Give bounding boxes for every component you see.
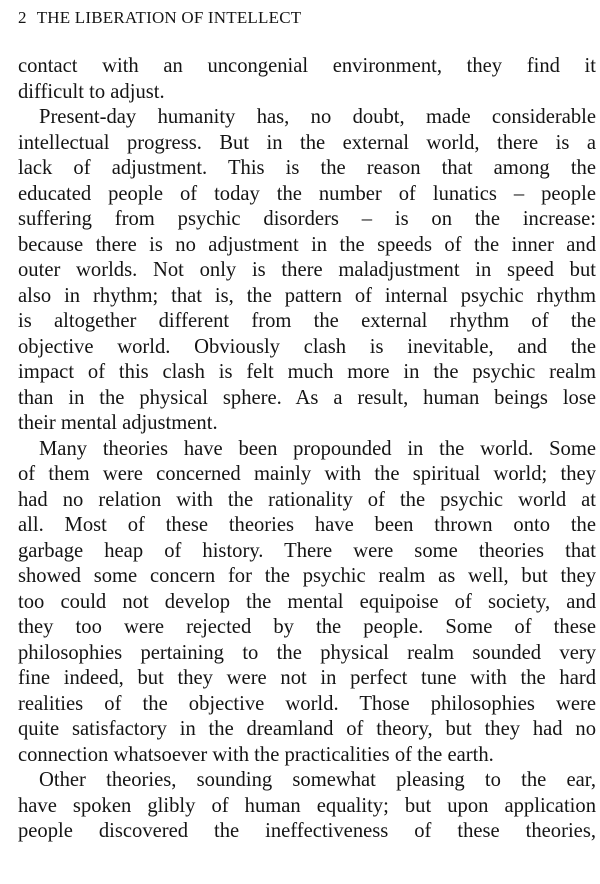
text-line: impact of this clash is felt much more in the psychic realm [18, 361, 596, 383]
text-line: people discovered the ineffectiveness of these theories, [18, 820, 596, 842]
text-line: fine indeed, but they were not in perfect tune with the hard [18, 667, 596, 689]
text-line: Other theories, sounding somewhat pleasing to the ear, [39, 769, 596, 791]
text-line: of them were concerned mainly with the spiritual world; they [18, 463, 596, 485]
text-line: philosophies pertaining to the physical realm sounded very [18, 641, 596, 664]
text-line: too could not develop the mental equipoise of society, and [18, 590, 596, 613]
page-number: 2 [18, 8, 27, 27]
running-head-title: THE LIBERATION OF INTELLECT [36, 8, 302, 27]
text-line: connection whatsoever with the practicalities of the earth. [18, 743, 494, 766]
text-line: suffering from psychic disorders – is on the increase: [18, 208, 596, 230]
text-line: because there is no adjustment in the speeds of the inner and [18, 233, 596, 256]
text-line: also in rhythm; that is, the pattern of internal psychic rhythm [18, 284, 596, 307]
text-line: objective world. Obviously clash is inevitable, and the [18, 335, 596, 358]
text-line: lack of adjustment. This is the reason that among the [18, 157, 596, 179]
text-line: intellectual progress. But in the external world, there is a [18, 131, 596, 154]
running-head [18, 6, 596, 30]
book-page [18, 0, 596, 884]
text-line: showed some concern for the psychic realm as well, but they [18, 565, 596, 587]
text-line: Present-day humanity has, no doubt, made considerable [39, 106, 596, 128]
text-line: their mental adjustment. [18, 412, 218, 434]
text-line: than in the physical sphere. As a result, human beings lose [18, 386, 596, 409]
text-line: had no relation with the rationality of the psychic world at [18, 488, 596, 511]
text-line: quite satisfactory in the dreamland of theory, but they had no [18, 718, 596, 740]
text-line: educated people of today the number of lunatics – people [18, 182, 596, 205]
text-line: have spoken glibly of human equality; but upon application [18, 794, 596, 817]
text-line: difficult to adjust. [18, 80, 165, 103]
text-line: they too were rejected by the people. Some of these [18, 616, 596, 638]
text-line: outer worlds. Not only is there maladjustment in speed but [18, 259, 596, 281]
text-line: Many theories have been propounded in the world. Some [39, 437, 596, 460]
text-line: realities of the objective world. Those philosophies were [18, 692, 596, 715]
body-text [18, 54, 596, 845]
text-line: is altogether different from the external rhythm of the [18, 310, 596, 332]
text-line: garbage heap of history. There were some theories that [18, 539, 596, 562]
text-line: contact with an uncongenial environment, they find it [18, 55, 596, 77]
text-line: all. Most of these theories have been thrown onto the [18, 514, 596, 536]
